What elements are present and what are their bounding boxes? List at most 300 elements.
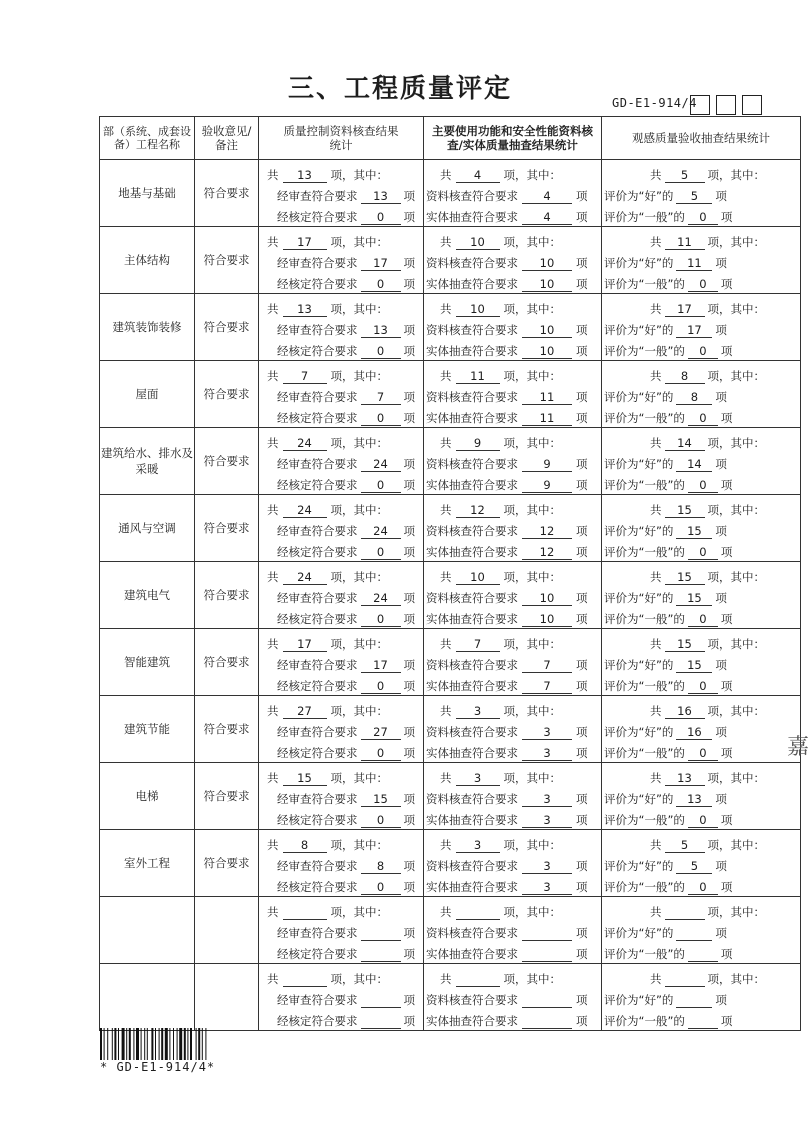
fs-entity-line: 实体抽查符合要求 9 项 [426,477,588,492]
project-name-cell [100,160,195,227]
qc-total-line: 共 项，其中： [267,904,388,919]
fs-total-value: 10 [456,235,500,250]
fs-total-value: 4 [456,168,500,183]
barcode-bar [126,1028,127,1060]
qc-stats-cell [259,562,424,629]
ob-normal-line: 评价为“一般”的 0 项 [604,812,733,827]
table-row [100,227,801,294]
ob-total-value: 8 [665,369,705,384]
qc-total-line: 共 15 项，其中： [267,770,388,785]
qc-review-value: 24 [361,524,401,539]
barcode-bar [205,1028,206,1060]
fs-total-value: 10 [456,570,500,585]
barcode-bar [177,1028,178,1060]
ob-total-value: 5 [665,168,705,183]
fs-entity-value: 12 [522,545,572,560]
fs-data-value: 4 [522,189,572,204]
fs-total-value [456,905,500,920]
checkbox-2[interactable] [716,95,736,115]
function-safety-cell [424,361,602,428]
ob-normal-value [688,947,718,962]
table-row [100,629,801,696]
fs-total-value: 12 [456,503,500,518]
qc-verify-value: 0 [361,344,401,359]
ob-good-line: 评价为“好”的 16 项 [604,724,727,739]
header-function-safety-stats: 主要使用功能和安全性能资料核查/实体质量抽查结果统计 [424,117,602,160]
ob-normal-value [688,1014,718,1029]
qc-total-value: 24 [283,503,327,518]
table-row [100,160,801,227]
function-safety-cell [424,562,602,629]
opinion-cell [195,294,259,361]
ob-normal-line: 评价为“一般”的 0 项 [604,343,733,358]
ob-total-line: 共 15 项，其中： [650,502,765,517]
fs-entity-line: 实体抽查符合要求 12 项 [426,544,588,559]
ob-normal-line: 评价为“一般”的 项 [604,946,733,961]
fs-data-value: 3 [522,859,572,874]
observation-cell [602,495,801,562]
qc-verify-value: 0 [361,880,401,895]
fs-entity-line: 实体抽查符合要求 10 项 [426,611,588,626]
ob-normal-line: 评价为“一般”的 0 项 [604,879,733,894]
opinion-text: 符合要求 [203,722,250,736]
barcode-bar [122,1028,125,1060]
qc-verify-line: 经核定符合要求 0 项 [277,209,415,224]
qc-total-line: 共 24 项，其中： [267,569,388,584]
qc-review-value: 8 [361,859,401,874]
opinion-cell [195,227,259,294]
checkbox-1[interactable] [690,95,710,115]
project-name-cell [100,294,195,361]
barcode-bar [173,1028,174,1060]
project-name-cell [100,897,195,964]
observation-cell [602,227,801,294]
barcode-bar [136,1028,139,1060]
fs-total-value: 7 [456,637,500,652]
quality-evaluation-table [99,116,801,1031]
project-name: 通风与空调 [118,521,176,535]
ob-good-line: 评价为“好”的 5 项 [604,858,727,873]
opinion-text: 符合要求 [203,454,250,468]
observation-cell [602,562,801,629]
fs-total-value: 3 [456,771,500,786]
project-name-cell [100,763,195,830]
qc-verify-value [361,947,401,962]
fs-data-line: 资料核查符合要求 4 项 [426,188,588,203]
fs-entity-value: 9 [522,478,572,493]
fs-total-line: 共 9 项，其中： [440,435,561,450]
qc-total-line: 共 项，其中： [267,971,388,986]
function-safety-cell [424,763,602,830]
qc-review-line: 经审查符合要求 7 项 [277,389,415,404]
project-name: 智能建筑 [124,655,170,669]
ob-good-value [676,926,712,941]
barcode-bar [133,1028,134,1060]
document-number: GD-E1-914/4 [612,96,697,110]
barcode-bar [190,1028,192,1060]
project-name: 屋面 [135,387,159,401]
function-safety-cell [424,830,602,897]
ob-total-line: 共 16 项，其中： [650,703,765,718]
barcode-bar [107,1028,108,1060]
barcode-bar [100,1028,102,1060]
qc-total-value: 15 [283,771,327,786]
fs-entity-line: 实体抽查符合要求 10 项 [426,343,588,358]
ob-total-value: 15 [665,637,705,652]
fs-entity-value: 11 [522,411,572,426]
ob-good-line: 评价为“好”的 15 项 [604,657,727,672]
barcode-bar [144,1028,145,1060]
project-name: 建筑电气 [124,588,170,602]
table-row [100,696,801,763]
ob-total-line: 共 14 项，其中： [650,435,765,450]
project-name: 室外工程 [124,856,170,870]
project-name: 地基与基础 [118,186,176,200]
qc-total-value: 13 [283,168,327,183]
qc-verify-line: 经核定符合要求 0 项 [277,410,415,425]
opinion-text: 符合要求 [203,856,250,870]
qc-review-line: 经审查符合要求 17 项 [277,657,415,672]
qc-stats-cell [259,227,424,294]
ob-normal-value: 0 [688,813,718,828]
qc-review-value: 13 [361,189,401,204]
barcode [100,1028,262,1060]
ob-good-line: 评价为“好”的 项 [604,992,727,1007]
qc-verify-line: 经核定符合要求 0 项 [277,745,415,760]
ob-total-line: 共 13 项，其中： [650,770,765,785]
qc-total-line: 共 13 项，其中： [267,301,388,316]
ob-normal-line: 评价为“一般”的 0 项 [604,276,733,291]
qc-verify-line: 经核定符合要求 0 项 [277,276,415,291]
ob-good-value: 5 [676,859,712,874]
fs-data-line: 资料核查符合要求 3 项 [426,858,588,873]
fs-total-line: 共 7 项，其中： [440,636,561,651]
header-project-name: 部（系统、成套设备）工程名称 [100,117,195,160]
fs-data-line: 资料核查符合要求 7 项 [426,657,588,672]
qc-review-line: 经审查符合要求 项 [277,925,415,940]
fs-data-value: 3 [522,792,572,807]
ob-good-line: 评价为“好”的 11 项 [604,255,727,270]
qc-total-value [283,972,327,987]
fs-total-value: 3 [456,838,500,853]
opinion-cell [195,897,259,964]
qc-verify-line: 经核定符合要求 0 项 [277,812,415,827]
barcode-bar [114,1028,116,1060]
project-name-cell [100,629,195,696]
table-row [100,964,801,1031]
qc-stats-cell [259,964,424,1031]
ob-normal-line: 评价为“一般”的 0 项 [604,611,733,626]
function-safety-cell [424,629,602,696]
fs-entity-line: 实体抽查符合要求 7 项 [426,678,588,693]
qc-verify-line: 经核定符合要求 0 项 [277,343,415,358]
observation-cell [602,160,801,227]
barcode-bar [112,1028,113,1060]
qc-verify-line: 经核定符合要求 0 项 [277,611,415,626]
observation-cell [602,294,801,361]
barcode-bar [196,1028,197,1060]
qc-review-line: 经审查符合要求 24 项 [277,590,415,605]
function-safety-cell [424,696,602,763]
fs-entity-line: 实体抽查符合要求 10 项 [426,276,588,291]
qc-total-value: 13 [283,302,327,317]
barcode-bar [187,1028,188,1060]
fs-total-line: 共 项，其中： [440,904,561,919]
qc-stats-cell [259,294,424,361]
qc-total-line: 共 8 项，其中： [267,837,388,852]
project-name-cell [100,964,195,1031]
fs-data-value: 9 [522,457,572,472]
fs-data-value: 3 [522,725,572,740]
fs-entity-value: 10 [522,344,572,359]
fs-data-value: 10 [522,591,572,606]
qc-verify-value: 0 [361,277,401,292]
qc-total-value: 24 [283,570,327,585]
qc-total-line: 共 27 项，其中： [267,703,388,718]
fs-total-value [456,972,500,987]
fs-data-value: 11 [522,390,572,405]
opinion-cell [195,696,259,763]
fs-total-line: 共 3 项，其中： [440,703,561,718]
fs-data-value [522,926,572,941]
qc-review-line: 经审查符合要求 24 项 [277,456,415,471]
opinion-text: 符合要求 [203,588,250,602]
qc-verify-line: 经核定符合要求 0 项 [277,544,415,559]
ob-good-value: 14 [676,457,712,472]
fs-total-line: 共 3 项，其中： [440,837,561,852]
fs-entity-line: 实体抽查符合要求 3 项 [426,745,588,760]
fs-data-value [522,993,572,1008]
barcode-bar [129,1028,131,1060]
project-name-cell [100,830,195,897]
ob-total-line: 共 项，其中： [650,904,765,919]
opinion-text: 符合要求 [203,655,250,669]
qc-review-value: 13 [361,323,401,338]
qc-stats-cell [259,763,424,830]
fs-entity-value: 3 [522,813,572,828]
qc-total-line: 共 7 项，其中： [267,368,388,383]
opinion-cell [195,361,259,428]
observation-cell [602,964,801,1031]
fs-entity-line: 实体抽查符合要求 项 [426,1013,588,1028]
opinion-cell [195,830,259,897]
barcode-bar [104,1028,105,1060]
ob-total-value: 15 [665,570,705,585]
opinion-text: 符合要求 [203,387,250,401]
project-name: 建筑节能 [124,722,170,736]
fs-entity-value: 10 [522,612,572,627]
barcode-bar [198,1028,200,1060]
qc-verify-line: 经核定符合要求 项 [277,946,415,961]
ob-good-line: 评价为“好”的 8 项 [604,389,727,404]
qc-total-line: 共 17 项，其中： [267,636,388,651]
qc-verify-value [361,1014,401,1029]
opinion-text: 符合要求 [203,320,250,334]
ob-good-line: 评价为“好”的 14 项 [604,456,727,471]
qc-review-line: 经审查符合要求 27 项 [277,724,415,739]
project-name-cell [100,361,195,428]
ob-total-value: 11 [665,235,705,250]
header-qc-stats: 质量控制资料核查结果统计 [259,117,424,160]
qc-verify-value: 0 [361,545,401,560]
fs-total-line: 共 3 项，其中： [440,770,561,785]
qc-total-value: 17 [283,235,327,250]
ob-total-line: 共 15 项，其中： [650,636,765,651]
fs-entity-line: 实体抽查符合要求 4 项 [426,209,588,224]
header-observation-stats: 观感质量验收抽查结果统计 [602,117,801,160]
ob-normal-line: 评价为“一般”的 0 项 [604,544,733,559]
qc-verify-value: 0 [361,612,401,627]
fs-data-value: 10 [522,256,572,271]
qc-total-value: 7 [283,369,327,384]
qc-stats-cell [259,495,424,562]
fs-entity-value: 3 [522,880,572,895]
qc-review-line: 经审查符合要求 8 项 [277,858,415,873]
barcode-bar [155,1028,156,1060]
table-row [100,294,801,361]
qc-stats-cell [259,830,424,897]
qc-review-line: 经审查符合要求 13 项 [277,322,415,337]
ob-total-value: 5 [665,838,705,853]
fs-total-value: 10 [456,302,500,317]
table-row [100,830,801,897]
project-name-cell [100,428,195,495]
qc-total-value [283,905,327,920]
qc-review-line: 经审查符合要求 24 项 [277,523,415,538]
table-row [100,428,801,495]
header-opinion: 验收意见/备注 [195,117,259,160]
qc-review-value: 17 [361,658,401,673]
barcode-bar [165,1028,168,1060]
barcode-bar [118,1028,119,1060]
barcode-bar [202,1028,203,1060]
fs-entity-line: 实体抽查符合要求 3 项 [426,812,588,827]
fs-entity-line: 实体抽查符合要求 3 项 [426,879,588,894]
ob-total-value: 13 [665,771,705,786]
fs-total-value: 9 [456,436,500,451]
qc-stats-cell [259,428,424,495]
qc-verify-line: 经核定符合要求 0 项 [277,678,415,693]
barcode-bar [184,1028,186,1060]
ob-normal-line: 评价为“一般”的 0 项 [604,678,733,693]
ob-good-line: 评价为“好”的 15 项 [604,523,727,538]
ob-normal-value: 0 [688,880,718,895]
function-safety-cell [424,495,602,562]
qc-review-value [361,993,401,1008]
fs-total-value: 3 [456,704,500,719]
ob-normal-value: 0 [688,344,718,359]
function-safety-cell [424,964,602,1031]
barcode-bar [141,1028,142,1060]
opinion-cell [195,763,259,830]
qc-verify-value: 0 [361,478,401,493]
ob-good-value: 11 [676,256,712,271]
qc-verify-line: 经核定符合要求 0 项 [277,477,415,492]
fs-data-line: 资料核查符合要求 3 项 [426,724,588,739]
fs-data-line: 资料核查符合要求 12 项 [426,523,588,538]
ob-good-value: 15 [676,524,712,539]
opinion-cell [195,160,259,227]
qc-review-line: 经审查符合要求 项 [277,992,415,1007]
fs-entity-line: 实体抽查符合要求 11 项 [426,410,588,425]
ob-good-line: 评价为“好”的 项 [604,925,727,940]
ob-good-value [676,993,712,1008]
ob-good-value: 8 [676,390,712,405]
project-name: 建筑给水、排水及采暖 [101,446,193,476]
barcode-bar [169,1028,170,1060]
qc-verify-value: 0 [361,679,401,694]
ob-total-value [665,905,705,920]
qc-verify-line: 经核定符合要求 项 [277,1013,415,1028]
project-name: 电梯 [135,789,159,803]
ob-total-value: 15 [665,503,705,518]
qc-verify-value: 0 [361,746,401,761]
fs-entity-line: 实体抽查符合要求 项 [426,946,588,961]
fs-entity-value: 4 [522,210,572,225]
table-row [100,361,801,428]
barcode-bar [147,1028,148,1060]
qc-total-value: 27 [283,704,327,719]
qc-total-line: 共 13 项，其中： [267,167,388,182]
fs-total-line: 共 4 项，其中： [440,167,561,182]
ob-good-value: 17 [676,323,712,338]
qc-review-line: 经审查符合要求 13 项 [277,188,415,203]
qc-review-value: 24 [361,457,401,472]
qc-stats-cell [259,897,424,964]
ob-total-line: 共 项，其中： [650,971,765,986]
checkbox-3[interactable] [742,95,762,115]
barcode-bar [159,1028,160,1060]
qc-review-value: 27 [361,725,401,740]
fs-total-line: 共 10 项，其中： [440,301,561,316]
ob-normal-value: 0 [688,210,718,225]
ob-total-line: 共 5 项，其中： [650,167,765,182]
qc-stats-cell [259,629,424,696]
fs-entity-value: 10 [522,277,572,292]
qc-verify-value: 0 [361,411,401,426]
fs-data-value: 10 [522,323,572,338]
ob-total-line: 共 11 项，其中： [650,234,765,249]
qc-total-line: 共 24 项，其中： [267,502,388,517]
qc-verify-value: 0 [361,813,401,828]
qc-review-value: 7 [361,390,401,405]
ob-good-value: 16 [676,725,712,740]
fs-total-line: 共 项，其中： [440,971,561,986]
fs-data-line: 资料核查符合要求 9 项 [426,456,588,471]
qc-total-value: 8 [283,838,327,853]
ob-total-line: 共 8 项，其中： [650,368,765,383]
barcode-bar [179,1028,182,1060]
ob-normal-line: 评价为“一般”的 0 项 [604,745,733,760]
margin-stamp: 嘉 [787,735,809,760]
fs-data-line: 资料核查符合要求 项 [426,925,588,940]
fs-data-value: 12 [522,524,572,539]
opinion-cell [195,964,259,1031]
ob-good-value: 13 [676,792,712,807]
fs-total-line: 共 10 项，其中： [440,569,561,584]
observation-cell [602,361,801,428]
fs-data-line: 资料核查符合要求 11 项 [426,389,588,404]
fs-total-line: 共 11 项，其中： [440,368,561,383]
qc-review-value: 15 [361,792,401,807]
table-header-row [100,117,801,160]
function-safety-cell [424,428,602,495]
ob-good-value: 15 [676,658,712,673]
fs-total-value: 11 [456,369,500,384]
page-title: 三、工程质量评定 [287,74,512,104]
qc-total-value: 24 [283,436,327,451]
qc-total-value: 17 [283,637,327,652]
